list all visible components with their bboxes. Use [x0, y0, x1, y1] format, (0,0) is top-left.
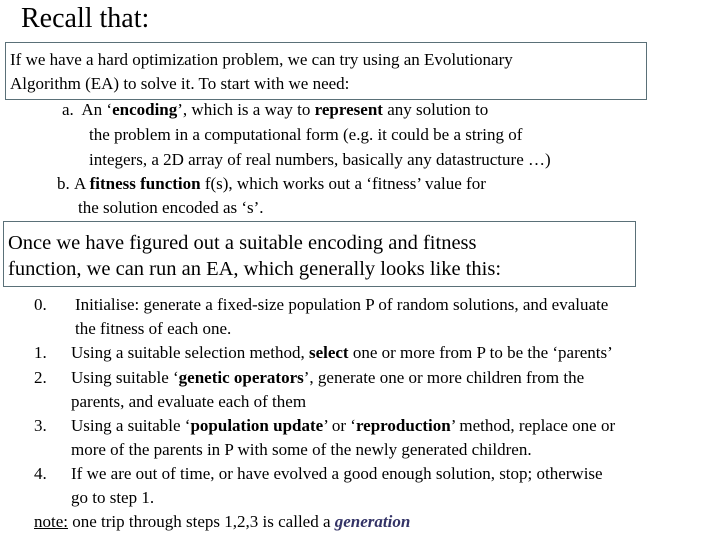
requirement-a-text-2: ’, which is a way to: [177, 100, 315, 119]
step-4-line-1: If we are out of time, or have evolved a good enough solution, stop; otherwise: [71, 464, 603, 483]
step-2-text-1: Using suitable ‘: [71, 368, 179, 387]
term-represent: represent: [314, 100, 383, 119]
step-2-text: [71, 366, 584, 390]
step-4-number: 4.: [34, 464, 47, 483]
requirement-b-text-2: f(s), which works out a ‘fitness’ value for: [200, 174, 486, 193]
requirement-a-marker: a.: [62, 100, 74, 119]
step-2-number: 2.: [34, 368, 47, 387]
once-line-1: Once we have figured out a suitable encoding and fitness: [8, 232, 477, 254]
note-label: note:: [34, 512, 68, 531]
step-1-number: 1.: [34, 343, 47, 362]
requirement-b-line-2: the solution encoded as ‘s’.: [78, 198, 264, 217]
slide-title: Recall that:: [21, 3, 150, 34]
intro-line-2: Algorithm (EA) to solve it. To start with we need:: [10, 74, 350, 93]
step-3-text-2: ’ or ‘: [323, 416, 356, 435]
requirement-a-line-3: integers, a 2D array of real numbers, basically any datastructure …): [89, 150, 551, 169]
step-3-number: 3.: [34, 416, 47, 435]
requirement-a: [62, 98, 488, 122]
term-fitness-function: fitness function: [89, 174, 201, 193]
requirement-a-text-3: any solution to: [382, 100, 489, 119]
term-reproduction: reproduction: [355, 416, 451, 435]
requirement-b: [57, 172, 486, 196]
step-1-text-2: one or more from P to be the ‘parents’: [348, 343, 613, 362]
requirement-a-line-2: the problem in a computational form (e.g. it could be a string of: [89, 125, 523, 144]
step-3-line-2: more of the parents in P with some of the newly generated children.: [71, 440, 532, 459]
term-genetic-operators: genetic operators: [178, 368, 304, 387]
term-population-update: population update: [190, 416, 324, 435]
term-generation: generation: [334, 512, 411, 531]
step-1-text: [71, 341, 613, 365]
requirement-b-text-1: A: [74, 174, 90, 193]
step-3-text-3: ’ method, replace one or: [450, 416, 616, 435]
note-line: [34, 510, 410, 534]
step-0-line-1: Initialise: generate a fixed-size population P of random solutions, and evaluate: [75, 295, 609, 314]
step-3-text: [71, 414, 615, 438]
requirement-b-marker: b.: [57, 174, 70, 193]
step-0-line-2: the fitness of each one.: [75, 319, 232, 338]
step-0-number: 0.: [34, 295, 47, 314]
note-text: one trip through steps 1,2,3 is called a: [68, 512, 335, 531]
term-encoding: encoding: [112, 100, 178, 119]
term-select: select: [308, 343, 349, 362]
requirement-a-text-1: An ‘: [81, 100, 113, 119]
once-line-2: function, we can run an EA, which generally looks like this:: [8, 258, 502, 280]
step-1-text-1: Using a suitable selection method,: [71, 343, 309, 362]
step-2-text-2: ’, generate one or more children from the: [303, 368, 585, 387]
intro-line-1: If we have a hard optimization problem, we can try using an Evolutionary: [10, 50, 513, 69]
step-4-line-2: go to step 1.: [71, 488, 155, 507]
step-2-line-2: parents, and evaluate each of them: [71, 392, 307, 411]
step-3-text-1: Using a suitable ‘: [71, 416, 191, 435]
